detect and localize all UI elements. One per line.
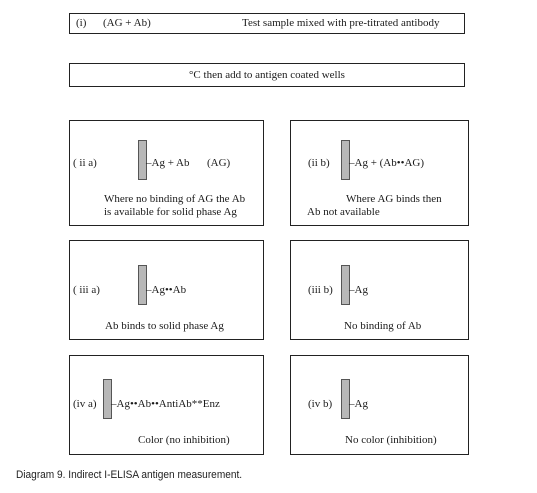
step-i-formula: (AG + Ab) [103,17,151,29]
panel-iib-desc-line1: Where AG binds then [346,193,442,205]
panel-ivb-formula: –Ag [349,398,368,410]
panel-iib-label: (ii b) [308,157,330,169]
step-i-text: Test sample mixed with pre-titrated antibody [242,17,440,29]
panel-iva-label: (iv a) [73,398,97,410]
figure-caption: Diagram 9. Indirect I-ELISA antigen measurement. [16,469,243,481]
panel-iiib-formula: –Ag [349,284,368,296]
step-incubate-text: °C then add to antigen coated wells [189,69,345,81]
panel-iib-formula: –Ag + (Ab••AG) [349,157,425,169]
panel-iia-extra: (AG) [207,157,231,169]
panel-iib-desc-line2: Ab not available [307,206,380,218]
panel-iva-desc: Color (no inhibition) [138,434,230,446]
panel-iia-label: ( ii a) [73,157,97,169]
panel-iiia-formula: –Ag••Ab [146,284,187,296]
panel-iia-desc-line2: is available for solid phase Ag [104,206,237,218]
panel-iiia-label: ( iii a) [73,284,100,296]
panel-iiia-desc: Ab binds to solid phase Ag [105,320,224,332]
panel-iiib-desc: No binding of Ab [344,320,422,332]
panel-ivb-label: (iv b) [308,398,333,410]
panel-iiib-label: (iii b) [308,284,333,296]
panel-iia-desc-line1: Where no binding of AG the Ab [104,193,246,205]
step-i-label: (i) [76,17,87,29]
panel-ivb-desc: No color (inhibition) [345,434,437,446]
panel-iva-formula: –Ag••Ab••AntiAb**Enz [111,398,220,410]
panel-iia-formula: –Ag + Ab [146,157,190,169]
